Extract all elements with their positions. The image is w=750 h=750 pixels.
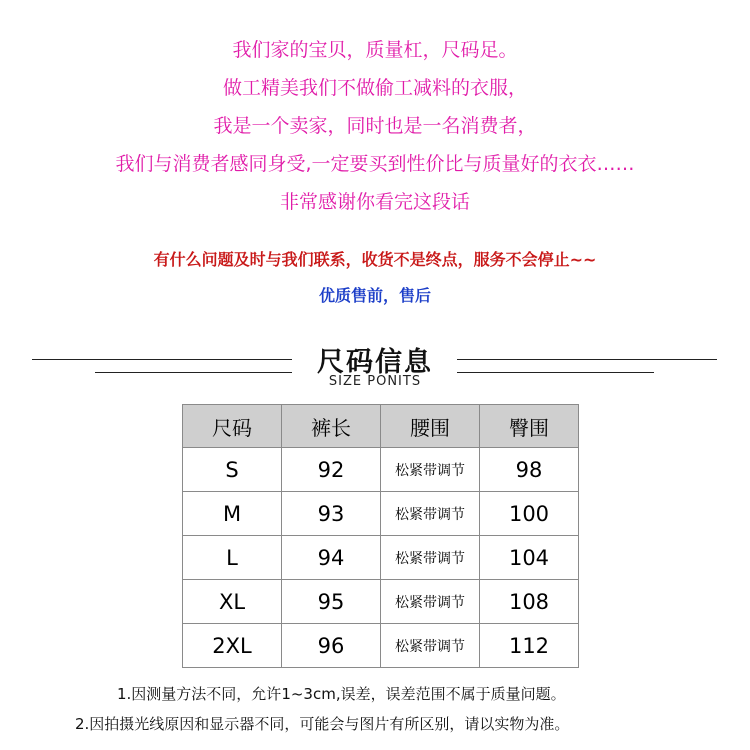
pre-after-sale-notice: 优质售前，售后 [318,286,431,305]
table-cell: 2XL [183,624,282,668]
table-cell: 松紧带调节 [381,580,480,624]
table-cell: 93 [282,492,381,536]
intro-line: 非常感谢你看完这段话 [279,191,470,213]
table-cell: 松紧带调节 [381,448,480,492]
table-cell: 104 [480,536,579,580]
notes-block [75,679,569,739]
table-cell: 松紧带调节 [381,492,480,536]
table-cell: S [183,448,282,492]
table-cell: 94 [282,536,381,580]
table-cell: 92 [282,448,381,492]
table-cell: M [183,492,282,536]
table-cell: 98 [480,448,579,492]
table-cell: 108 [480,580,579,624]
size-info-subtitle: SIZE PONITS [328,374,422,389]
size-info-title: 尺码信息 [317,347,433,378]
intro-line: 我们与消费者感同身受,一定要买到性价比与质量好的衣衣…… [115,153,635,175]
intro-line: 我是一个卖家，同时也是一名消费者， [213,115,537,137]
service-notice: 有什么问题及时与我们联系，收货不是终点，服务不会停止~~ [153,250,597,269]
intro-text-block [0,31,750,221]
table-row [183,448,579,492]
table-cell: XL [183,580,282,624]
table-row [183,492,579,536]
table-header-row [183,405,579,448]
table-cell: L [183,536,282,580]
table-header-cell: 臀围 [480,405,579,448]
intro-line: 我们家的宝贝，质量杠，尺码足。 [232,39,518,61]
table-header-cell: 裤长 [282,405,381,448]
table-cell: 96 [282,624,381,668]
table-cell: 松紧带调节 [381,624,480,668]
table-row [183,580,579,624]
table-row [183,624,579,668]
intro-line: 做工精美我们不做偷工减料的衣服， [222,77,527,99]
note-line: 1.因测量方法不同，允许1~3cm,误差，误差范围不属于质量问题。 [117,685,566,703]
table-row [183,536,579,580]
table-header-cell: 腰围 [381,405,480,448]
table-cell: 100 [480,492,579,536]
table-cell: 95 [282,580,381,624]
table-cell: 松紧带调节 [381,536,480,580]
table-cell: 112 [480,624,579,668]
table-header-cell: 尺码 [183,405,282,448]
size-table [182,404,579,668]
note-line: 2.因拍摄光线原因和显示器不同，可能会与图片有所区别，请以实物为准。 [75,715,570,733]
